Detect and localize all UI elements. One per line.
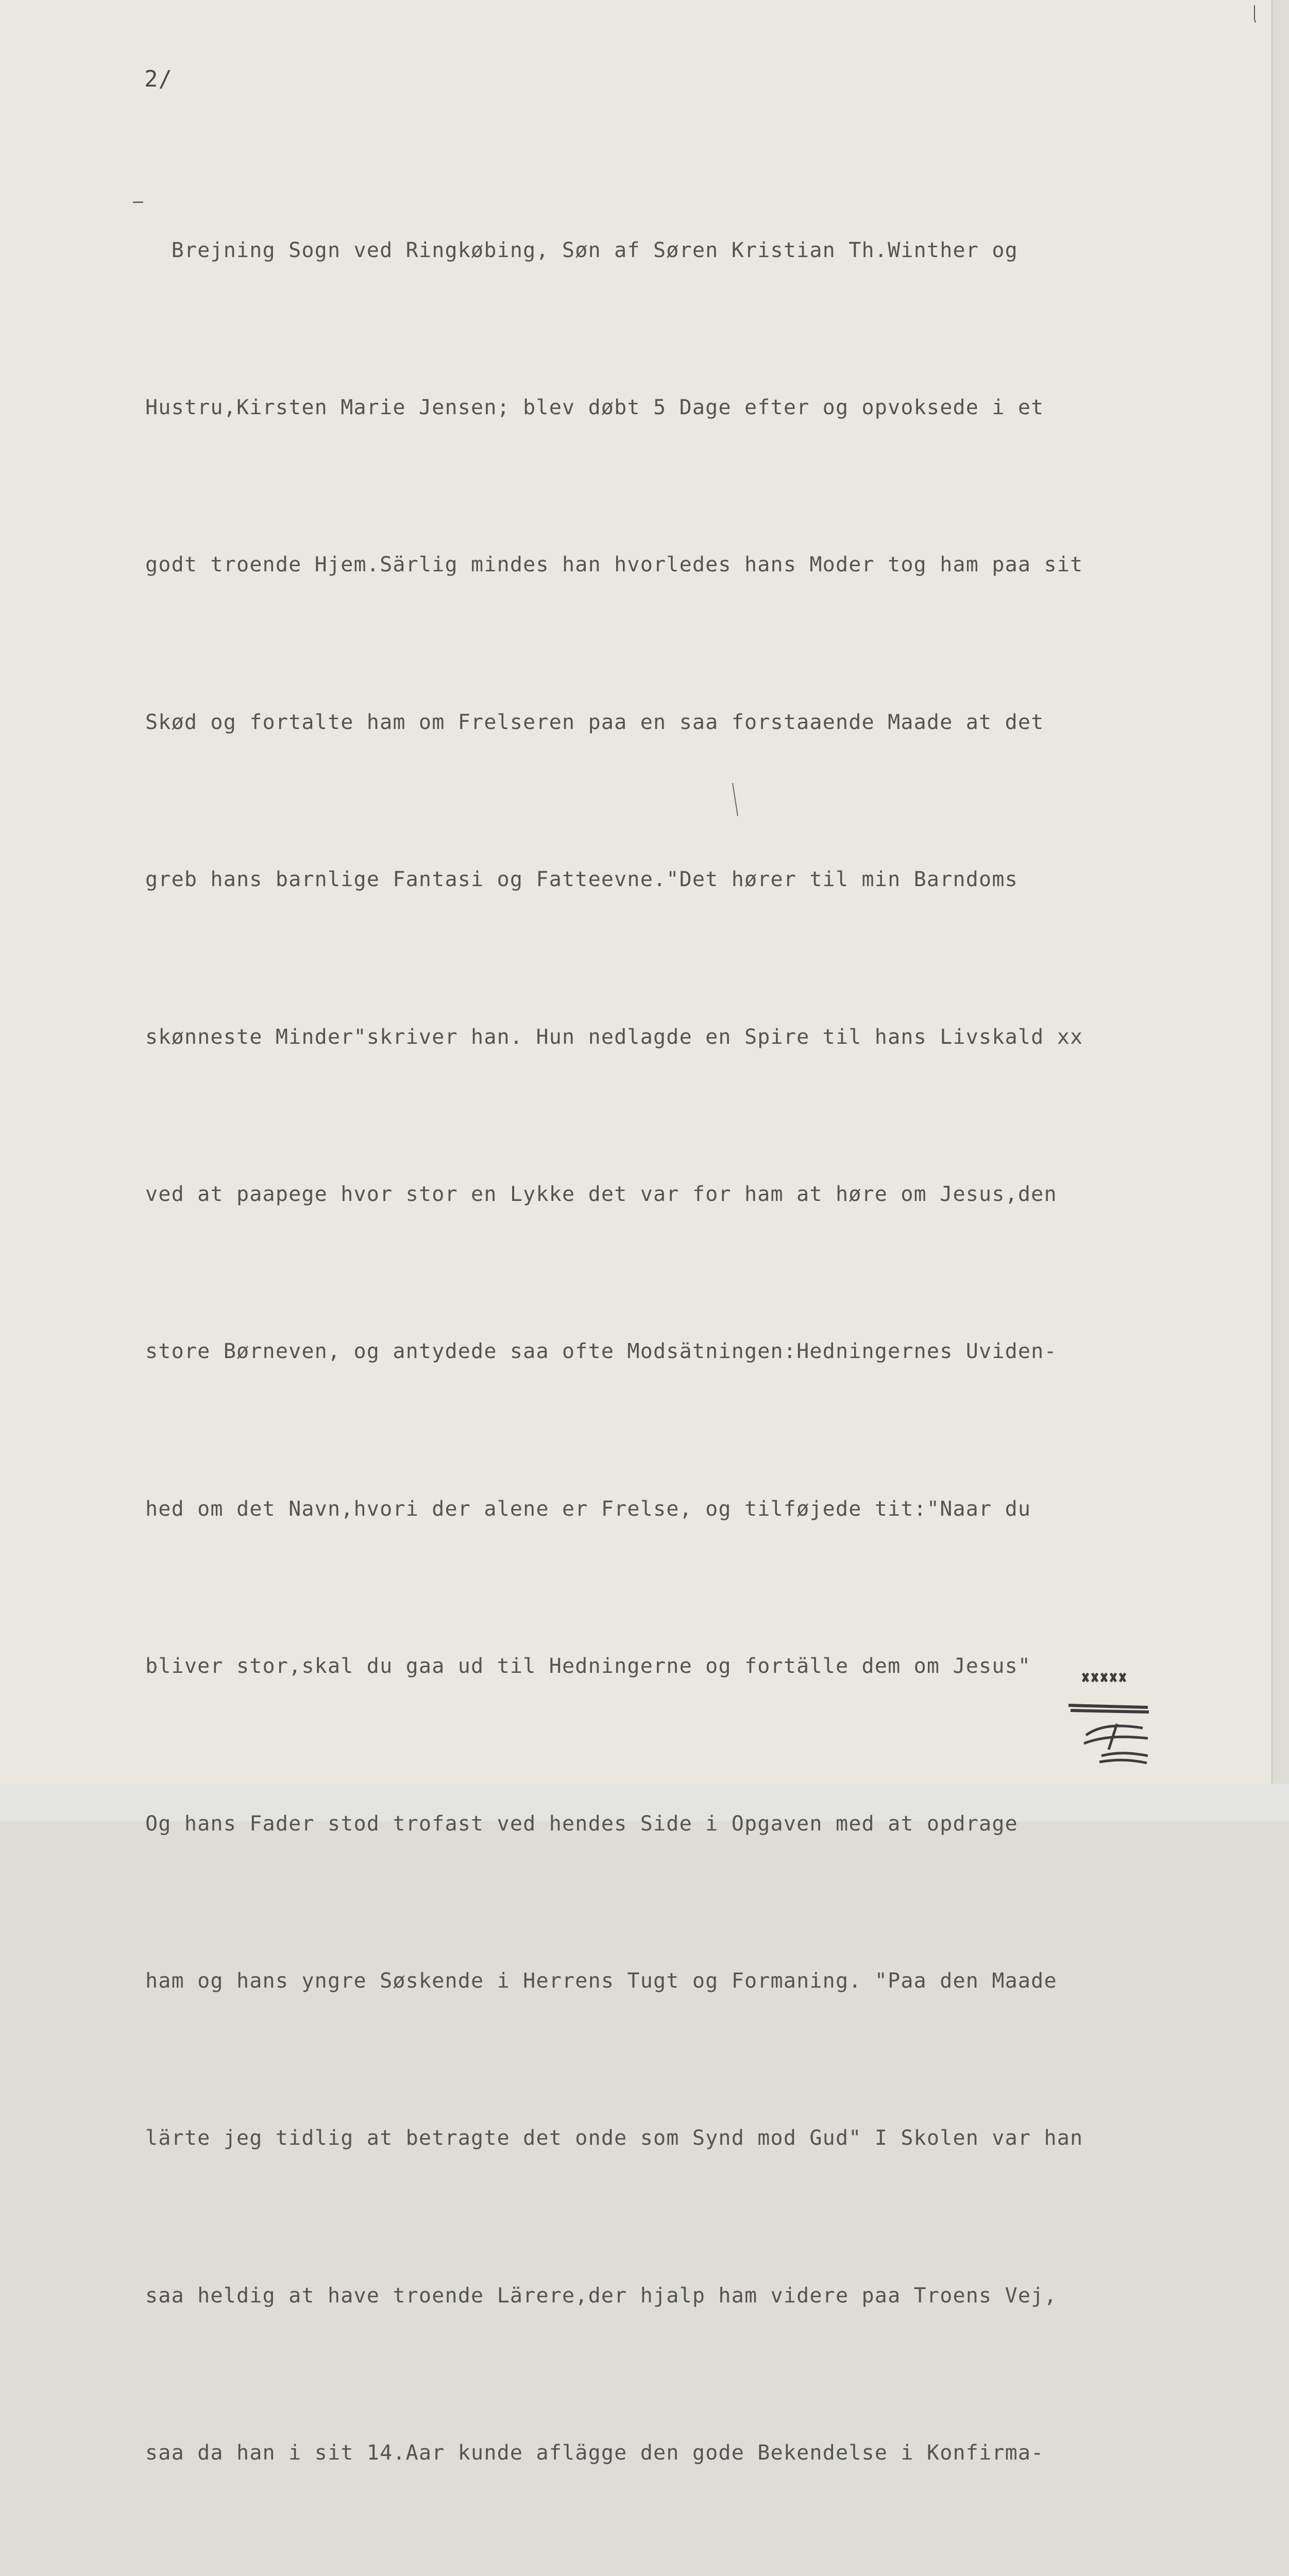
text-line: Brejning Sogn ved Ringkøbing, Søn af Søren Kristian Th.Winther og (145, 238, 1018, 262)
text-line: godt troende Hjem.Särlig mindes han hvorledes hans Moder tog ham paa sit (145, 553, 1083, 577)
text-line: hed om det Navn,hvori der alene er Frelse, og tilføjede tit:"Naar du (145, 1497, 1031, 1521)
pen-stroke-mark (731, 782, 741, 818)
text-line: greb hans barnlige Fantasi og Fatteevne."Det hører til min Barndoms (145, 868, 1018, 892)
text-line: saa da han i sit 14.Aar kunde aflägge den gode Bekendelse i Konfirma- (145, 2441, 1044, 2465)
text-line: Og hans Fader stod trofast ved hendes Side i Opgaven med at opdrage (145, 1811, 1018, 1836)
text-line: saa heldig at have troende Lärere,der hjalp ham videre paa Troens Vej, (145, 2283, 1057, 2308)
text-line: bliver stor,skal du gaa ud til Hedningerne og fortälle dem om Jesus" (145, 1654, 1031, 1679)
text-line: ved at paapege hvor stor en Lykke det var for ham at høre om Jesus,den (145, 1182, 1057, 1206)
text-line: Skød og fortalte ham om Frelseren paa en saa forstaaende Maade at det (145, 710, 1044, 734)
margin-tick-mark (1253, 5, 1256, 24)
text-line: lärte jeg tidlig at betragte det onde som Synd mod Gud" I Skolen var han (145, 2126, 1083, 2150)
text-line: Hustru,Kirsten Marie Jensen; blev døbt 5 Dage efter og opvoksede i et (145, 395, 1044, 419)
page-number: 2/ (144, 66, 173, 92)
text-line: ham og hans yngre Søskende i Herrens Tugt og Formaning. "Paa den Maade (145, 1969, 1057, 1993)
text-line: skønneste Minder"skriver han. Hun nedlagde en Spire til hans Livskald xx (145, 1025, 1083, 1049)
struck-out-typing-mark (1065, 1663, 1163, 1766)
typed-body-text (145, 120, 1279, 2576)
margin-dash-mark (133, 201, 143, 203)
text-line: store Børneven, og antydede saa ofte Modsätningen:Hedningernes Uviden- (145, 1340, 1057, 1364)
